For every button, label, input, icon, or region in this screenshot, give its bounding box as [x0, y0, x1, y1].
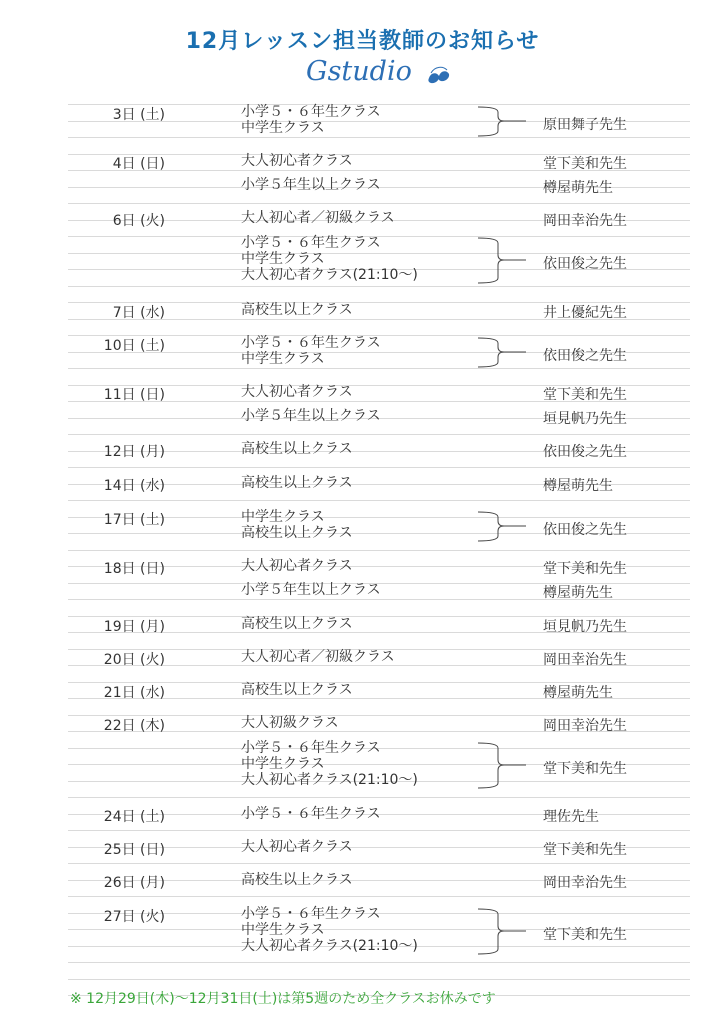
schedule-date: 11日 (日): [103, 387, 165, 403]
class-name: 高校生以上クラス: [241, 475, 353, 491]
holiday-notice: ※ 12月29日(木)～12月31日(土)は第5週のため全クラスお休みです: [70, 991, 496, 1007]
class-name: 大人初心者／初級クラス: [241, 649, 395, 665]
ruled-line: [68, 500, 690, 501]
class-name: 高校生以上クラス: [241, 682, 353, 698]
teacher-name: 垣見帆乃先生: [543, 411, 627, 427]
schedule-date: 27日 (火): [103, 909, 165, 925]
class-name: 大人初心者クラス: [241, 153, 353, 169]
class-name: 大人初心者クラス(21:10～): [241, 938, 418, 954]
teacher-name: 樽屋萌先生: [543, 585, 613, 601]
schedule-date: 24日 (土): [103, 809, 165, 825]
group-brace: [476, 742, 528, 790]
teacher-name: 樽屋萌先生: [543, 478, 613, 494]
schedule-date: 6日 (火): [112, 213, 165, 229]
schedule-date: 4日 (日): [112, 156, 165, 172]
group-brace: [476, 106, 528, 138]
schedule-date: 14日 (水): [103, 478, 165, 494]
ruled-line: [68, 434, 690, 435]
studio-logo: Gstudio: [306, 56, 412, 87]
schedule-date: 20日 (火): [103, 652, 165, 668]
ruled-line: [68, 137, 690, 138]
schedule-date: 17日 (土): [103, 512, 165, 528]
class-name: 小学５・６年生クラス: [241, 235, 381, 251]
class-name: 大人初心者クラス: [241, 839, 353, 855]
teacher-name: 堂下美和先生: [543, 156, 627, 172]
teacher-name: 堂下美和先生: [543, 842, 627, 858]
class-name: 高校生以上クラス: [241, 616, 353, 632]
teacher-name: 岡田幸治先生: [543, 652, 627, 668]
class-name: 中学生クラス: [241, 756, 325, 772]
class-name: 高校生以上クラス: [241, 525, 353, 541]
teacher-name: 堂下美和先生: [543, 561, 627, 577]
class-name: 大人初心者／初級クラス: [241, 210, 395, 226]
ruled-line: [68, 368, 690, 369]
teacher-name: 堂下美和先生: [543, 927, 627, 943]
class-name: 小学５年生以上クラス: [241, 582, 381, 598]
ruled-line: [68, 863, 690, 864]
teacher-name: 依田俊之先生: [543, 522, 627, 538]
schedule-date: 3日 (土): [112, 107, 165, 123]
teacher-name: 樽屋萌先生: [543, 180, 613, 196]
schedule-date: 22日 (木): [103, 718, 165, 734]
group-brace: [476, 237, 528, 285]
class-name: 中学生クラス: [241, 120, 325, 136]
schedule-date: 21日 (水): [103, 685, 165, 701]
teacher-name: 井上優紀先生: [543, 305, 627, 321]
ballet-shoes-icon: [425, 64, 453, 88]
class-name: 中学生クラス: [241, 509, 325, 525]
teacher-name: 岡田幸治先生: [543, 213, 627, 229]
ruled-line: [68, 550, 690, 551]
class-name: 小学５・６年生クラス: [241, 335, 381, 351]
ruled-line: [68, 979, 690, 980]
teacher-name: 樽屋萌先生: [543, 685, 613, 701]
teacher-name: 理佐先生: [543, 809, 599, 825]
class-name: 小学５年生以上クラス: [241, 177, 381, 193]
schedule-date: 7日 (水): [112, 305, 165, 321]
teacher-name: 依田俊之先生: [543, 444, 627, 460]
ruled-line: [68, 286, 690, 287]
class-name: 高校生以上クラス: [241, 872, 353, 888]
class-name: 中学生クラス: [241, 251, 325, 267]
ruled-line: [68, 830, 690, 831]
group-brace: [476, 337, 528, 369]
teacher-name: 堂下美和先生: [543, 387, 627, 403]
group-brace: [476, 908, 528, 956]
schedule-date: 19日 (月): [103, 619, 165, 635]
class-name: 高校生以上クラス: [241, 441, 353, 457]
class-name: 大人初級クラス: [241, 715, 339, 731]
ruled-line: [68, 962, 690, 963]
schedule-date: 18日 (日): [103, 561, 165, 577]
ruled-line: [68, 467, 690, 468]
teacher-name: 垣見帆乃先生: [543, 619, 627, 635]
class-name: 小学５・６年生クラス: [241, 740, 381, 756]
ruled-line: [68, 896, 690, 897]
class-name: 小学５・６年生クラス: [241, 906, 381, 922]
class-name: 大人初心者クラス(21:10～): [241, 267, 418, 283]
class-name: 大人初心者クラス: [241, 558, 353, 574]
group-brace: [476, 511, 528, 543]
schedule-date: 25日 (日): [103, 842, 165, 858]
teacher-name: 岡田幸治先生: [543, 875, 627, 891]
schedule-date: 10日 (土): [103, 338, 165, 354]
class-name: 大人初心者クラス: [241, 384, 353, 400]
page-title: 12月レッスン担当教師のお知らせ: [185, 29, 540, 54]
class-name: 中学生クラス: [241, 922, 325, 938]
class-name: 小学５・６年生クラス: [241, 806, 381, 822]
ruled-line: [68, 203, 690, 204]
class-name: 高校生以上クラス: [241, 302, 353, 318]
class-name: 大人初心者クラス(21:10～): [241, 772, 418, 788]
class-name: 中学生クラス: [241, 351, 325, 367]
teacher-name: 岡田幸治先生: [543, 718, 627, 734]
schedule-date: 26日 (月): [103, 875, 165, 891]
class-name: 小学５・６年生クラス: [241, 104, 381, 120]
teacher-name: 依田俊之先生: [543, 348, 627, 364]
class-name: 小学５年生以上クラス: [241, 408, 381, 424]
schedule-date: 12日 (月): [103, 444, 165, 460]
ruled-line: [68, 797, 690, 798]
teacher-name: 原田舞子先生: [543, 117, 627, 133]
teacher-name: 依田俊之先生: [543, 256, 627, 272]
teacher-name: 堂下美和先生: [543, 761, 627, 777]
